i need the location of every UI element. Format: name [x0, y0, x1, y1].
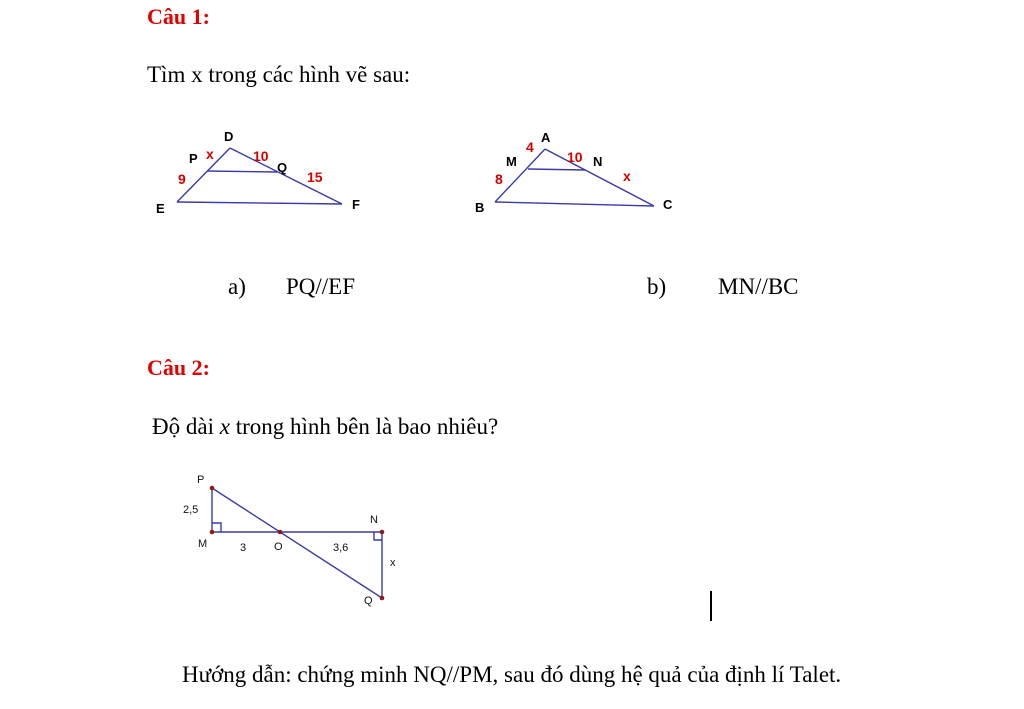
figure-2-talet — [170, 465, 410, 615]
label-n2: N — [370, 514, 378, 526]
value-x-a: x — [206, 146, 214, 162]
label-f: F — [352, 197, 360, 212]
value-dq: 10 — [253, 148, 269, 164]
figure-a-triangle-def — [140, 115, 390, 230]
label-n: N — [593, 154, 603, 169]
value-mo: 3 — [240, 542, 247, 554]
label-m2: M — [198, 538, 208, 550]
value-mb: 8 — [495, 171, 503, 187]
value-pm: 2,5 — [183, 504, 199, 516]
label-o: O — [274, 541, 283, 553]
label-a: A — [541, 130, 551, 145]
text-cursor — [710, 591, 712, 621]
q1-heading: Câu 1: — [147, 4, 210, 29]
value-am: 4 — [526, 139, 534, 155]
q2-hint: Hướng dẫn: chứng minh NQ//PM, sau đó dùng hệ quả của định lí Talet. — [182, 662, 842, 687]
caption-b-text: MN//BC — [718, 274, 799, 299]
q2-prompt-var: x — [219, 414, 230, 439]
label-c: C — [663, 197, 673, 212]
caption-a-text: PQ//EF — [286, 274, 356, 299]
label-m: M — [506, 154, 517, 169]
value-x-b: x — [623, 168, 631, 184]
q2-prompt — [152, 414, 498, 440]
label-b: B — [475, 200, 485, 215]
q2-prompt-after: trong hình bên là bao nhiêu? — [229, 414, 499, 439]
value-qf: 15 — [307, 169, 323, 185]
figure-b-triangle-abc — [465, 115, 715, 230]
value-on: 3,6 — [333, 542, 349, 554]
q1-prompt: Tìm x trong các hình vẽ sau: — [147, 62, 411, 87]
q2-prompt-before: Độ dài — [152, 414, 220, 439]
label-q: Q — [277, 160, 288, 175]
value-nq: x — [390, 557, 396, 569]
value-ep: 9 — [178, 171, 186, 187]
q2-heading: Câu 2: — [147, 355, 210, 380]
label-p: P — [189, 151, 198, 166]
caption-b-letter: b) — [647, 274, 667, 299]
value-an: 10 — [567, 149, 583, 165]
label-e: E — [156, 201, 165, 216]
label-q2: Q — [364, 595, 373, 607]
caption-a-letter: a) — [228, 274, 246, 299]
label-p2: P — [197, 474, 205, 486]
label-d: D — [224, 129, 234, 144]
